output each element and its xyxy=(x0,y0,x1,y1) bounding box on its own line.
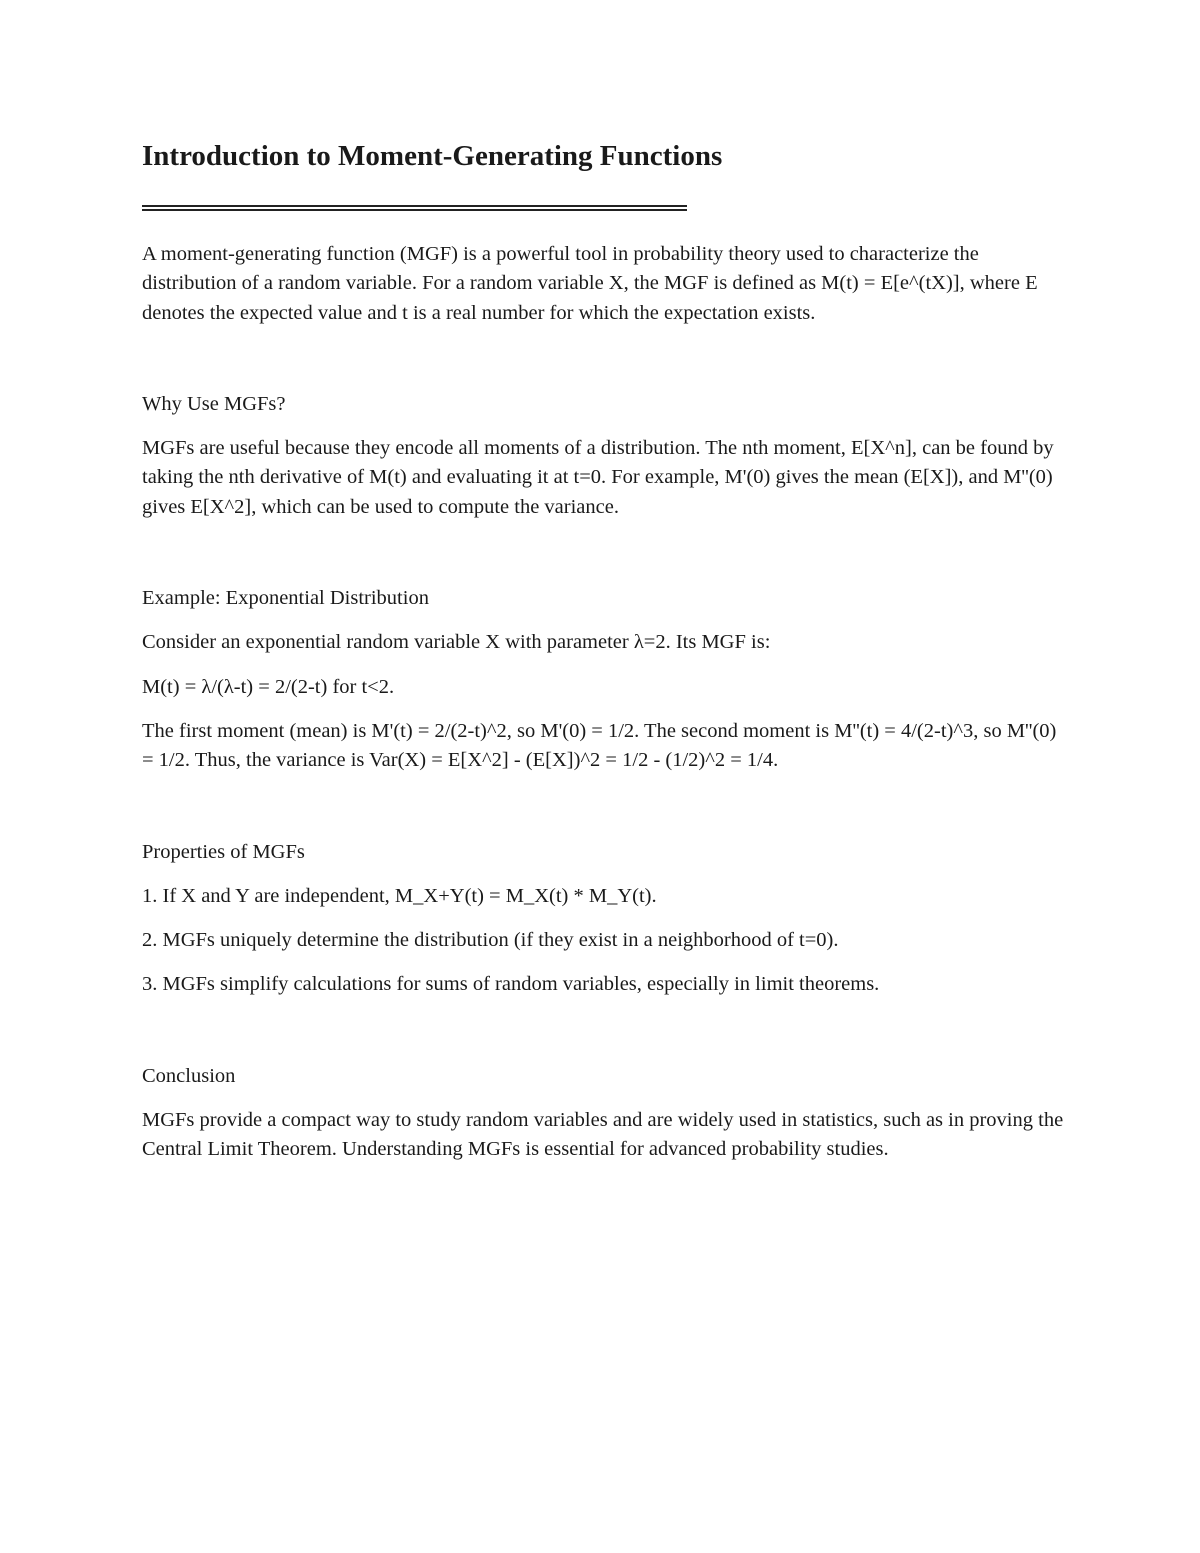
section-heading-why: Why Use MGFs? xyxy=(142,392,286,415)
intro-paragraph: A moment-generating function (MGF) is a powerful tool in probability theory used to characterize the distribution of a random variable. For a random variable X, the MGF is defined as M(t) = E[e^(tX)], where E denotes the expected value and t is a real number for which the expectation exists. xyxy=(142,243,1038,324)
title-double-rule xyxy=(142,205,687,211)
document-title: Introduction to Moment-Generating Functions xyxy=(142,140,723,172)
section-heading-conclusion: Conclusion xyxy=(142,1064,236,1087)
conclusion-paragraph: MGFs provide a compact way to study random variables and are widely used in statistics, such as in proving the Central Limit Theorem. Understanding MGFs is essential for advanced probability studies. xyxy=(142,1109,1064,1161)
property-item-2: 2. MGFs uniquely determine the distribution (if they exist in a neighborhood of t=0). xyxy=(142,929,839,952)
document-body xyxy=(142,240,1072,1180)
section-heading-example: Example: Exponential Distribution xyxy=(142,587,429,610)
why-paragraph: MGFs are useful because they encode all moments of a distribution. The nth moment, E[X^n], can be found by taking the nth derivative of M(t) and evaluating it at t=0. For example, M'(0) gives the mean (E[X]), and M''(0) gives E[X^2], which can be used to compute the variance. xyxy=(142,437,1054,518)
property-item-3: 3. MGFs simplify calculations for sums of random variables, especially in limit theorems. xyxy=(142,973,880,996)
example-paragraph-2: M(t) = λ/(λ-t) = 2/(2-t) for t<2. xyxy=(142,675,395,698)
example-paragraph-1: Consider an exponential random variable X with parameter λ=2. Its MGF is: xyxy=(142,631,771,654)
section-heading-properties: Properties of MGFs xyxy=(142,840,305,863)
example-paragraph-3: The first moment (mean) is M'(t) = 2/(2-t)^2, so M'(0) = 1/2. The second moment is M''(t) = 4/(2-t)^3, so M''(0) = 1/2. Thus, the variance is Var(X) = E[X^2] - (E[X])^2 = 1/2 - (1/2)^2 = 1/4. xyxy=(142,719,1057,772)
property-item-1: 1. If X and Y are independent, M_X+Y(t) = M_X(t) * M_Y(t). xyxy=(142,884,657,907)
